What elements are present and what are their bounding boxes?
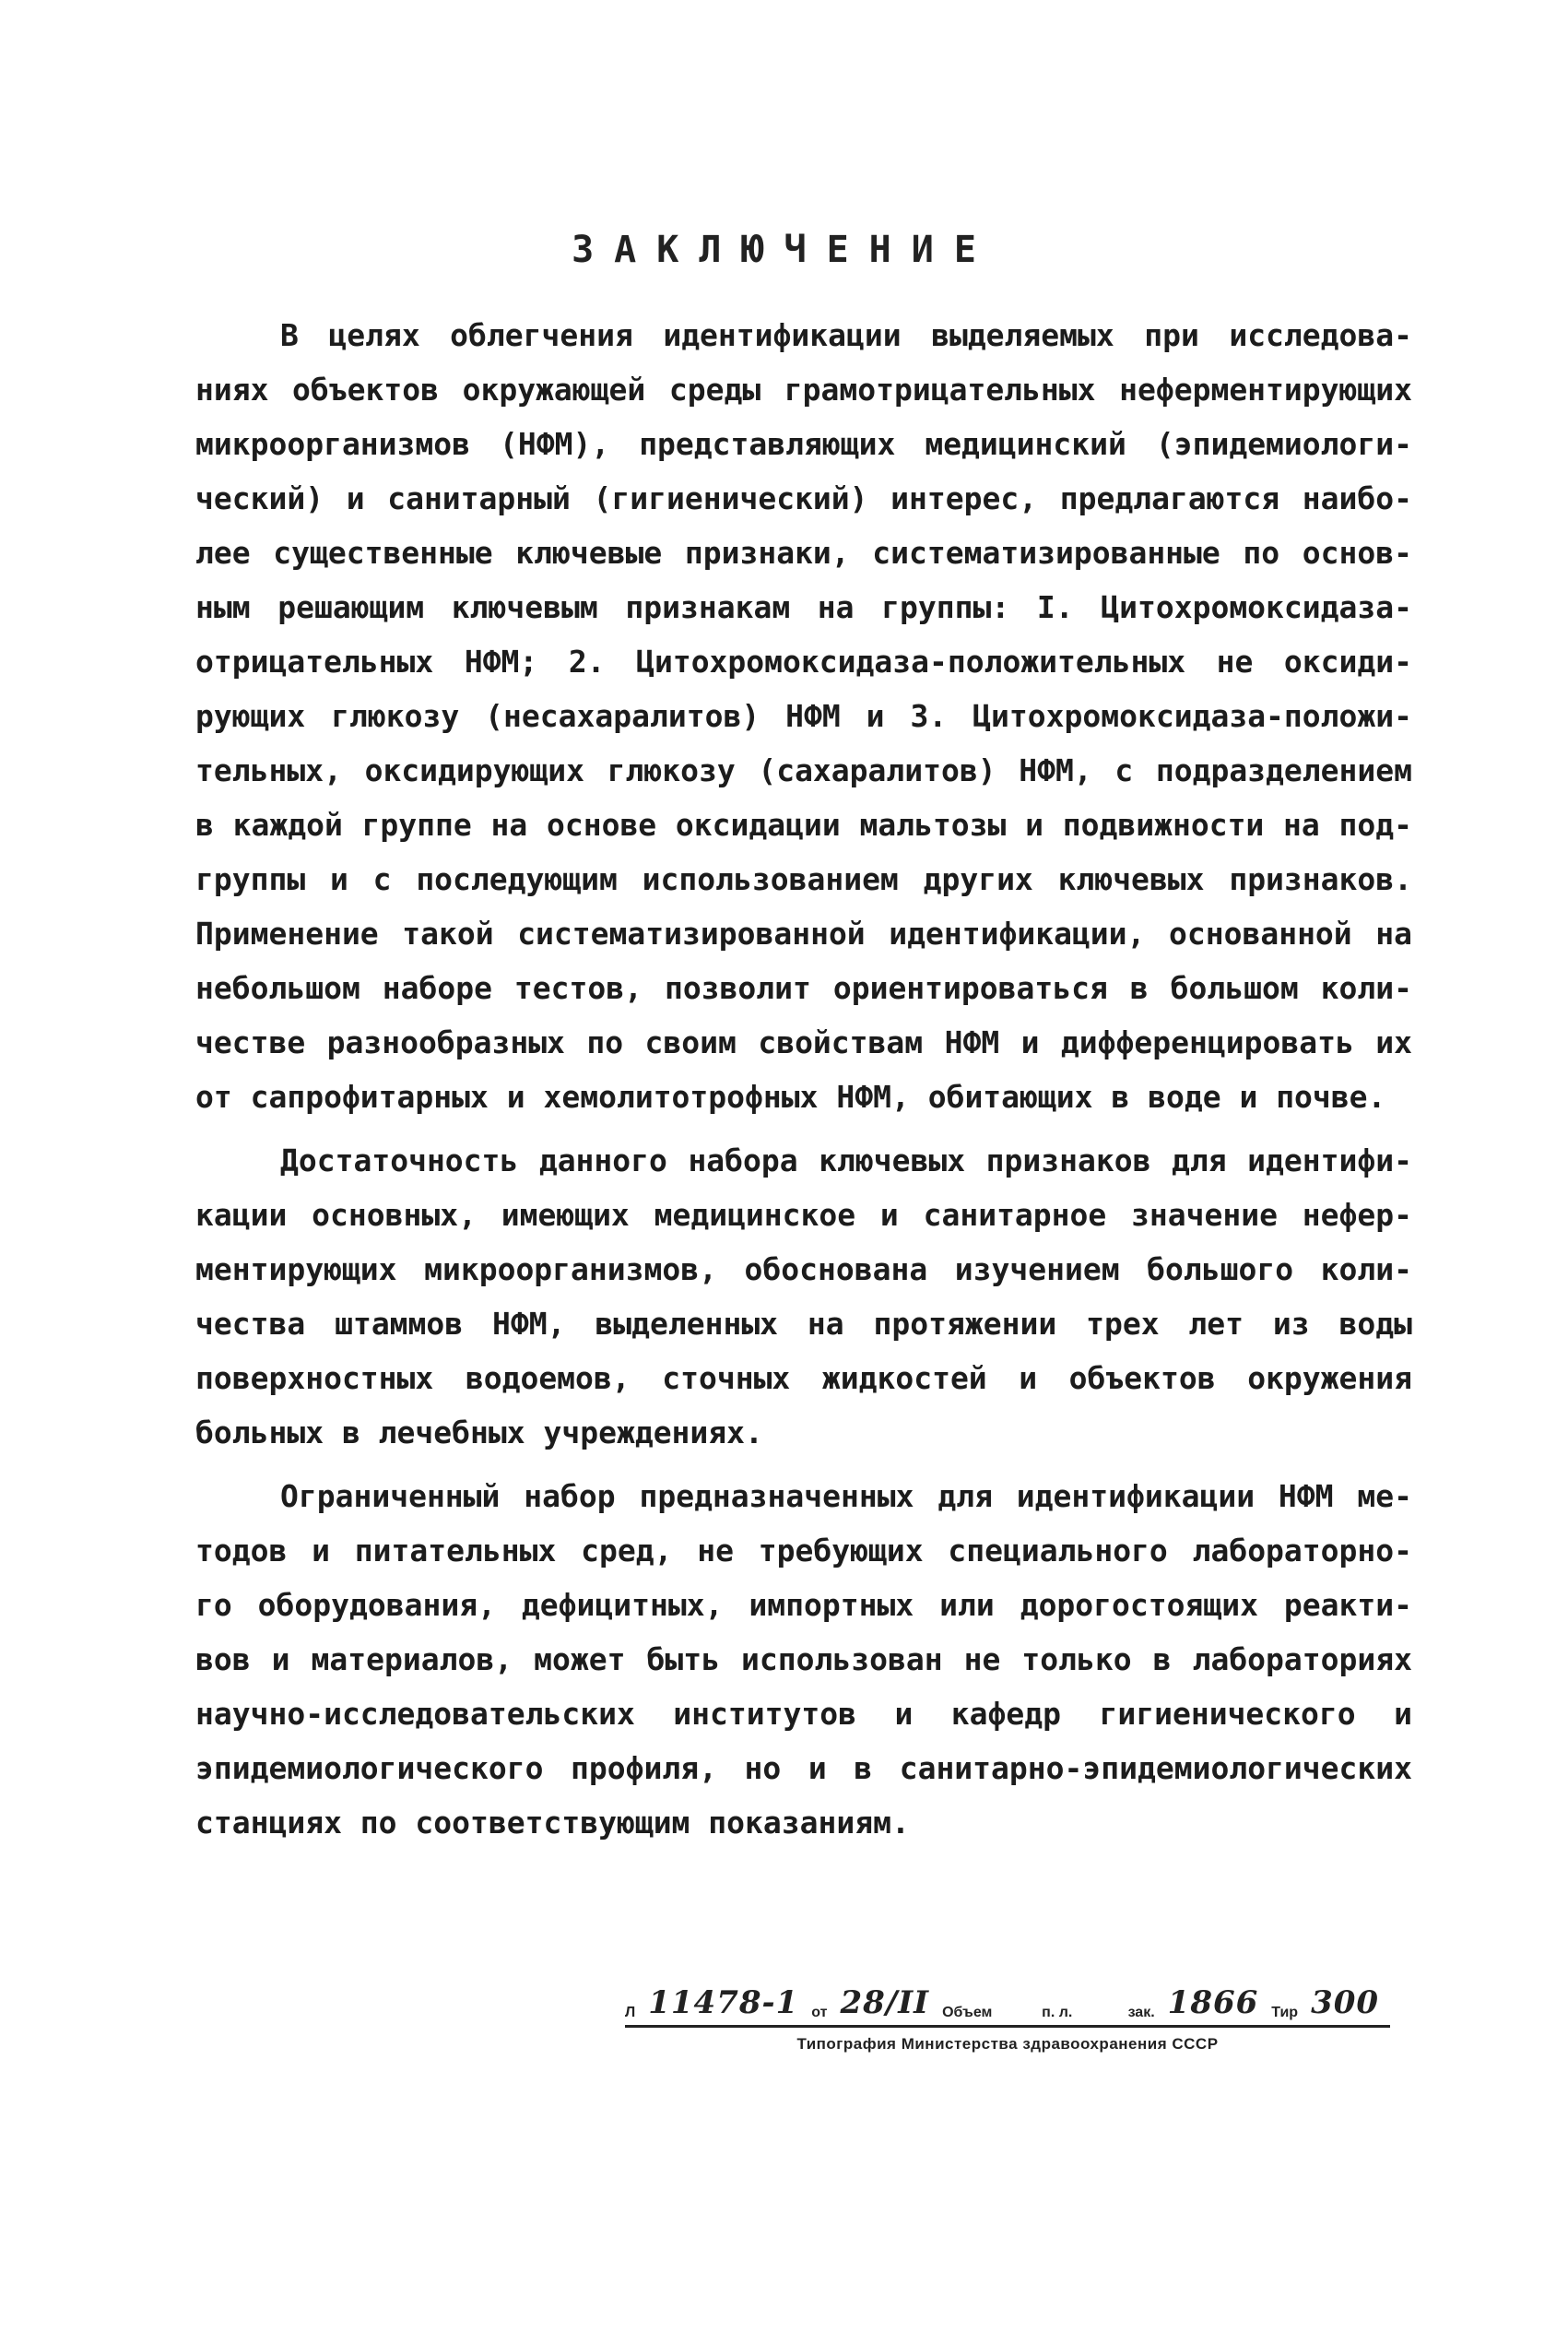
text-line: Ограниченный набор предназначенных для идентификации НФМ ме- bbox=[280, 1478, 1412, 1514]
text-line: больных в лечебных учреждениях. bbox=[195, 1415, 763, 1450]
imprint-blank bbox=[1085, 2005, 1114, 2021]
text-line: ным решающим ключевым признакам на группы: I. Цитохромоксидаза- bbox=[195, 589, 1412, 625]
imprint-run-label: Тир bbox=[1271, 2005, 1299, 2020]
text-line: отрицательных НФМ; 2. Цитохромоксидаза-положительных не оксиди- bbox=[195, 644, 1412, 680]
text-line: небольшом наборе тестов, позволит ориентироваться в большом коли- bbox=[195, 970, 1412, 1006]
text-line: Достаточность данного набора ключевых признаков для идентифи- bbox=[280, 1142, 1412, 1178]
text-line: от сапрофитарных и хемолитотрофных НФМ, обитающих в воде и почве. bbox=[195, 1079, 1386, 1115]
imprint-order-prefix: Л bbox=[625, 2005, 636, 2020]
print-imprint bbox=[625, 1984, 1390, 2054]
text-line: ниях объектов окружающей среды грамотрицательных неферментирующих bbox=[195, 372, 1412, 408]
text-line: вов и материалов, может быть использован не только в лабораториях bbox=[195, 1641, 1412, 1677]
text-line: ческий) и санитарный (гигиенический) интерес, предлагаются наибо- bbox=[195, 480, 1412, 516]
text-line: в каждой группе на основе оксидации мальтозы и подвижности на под- bbox=[195, 807, 1412, 843]
imprint-date-value: 28/II bbox=[840, 1984, 930, 2021]
imprint-order-value: 1866 bbox=[1167, 1984, 1259, 2021]
text-line: микроорганизмов (НФМ), представляющих медицинский (эпидемиологи- bbox=[195, 426, 1412, 462]
text-line: чества штаммов НФМ, выделенных на протяжении трех лет из воды bbox=[195, 1306, 1412, 1342]
imprint-order-number: 11478-1 bbox=[648, 1984, 799, 2021]
paragraph-1 bbox=[195, 308, 1412, 1124]
text-line: тельных, оксидирующих глюкозу (сахаралитов) НФМ, с подразделением bbox=[195, 752, 1412, 788]
text-line: Применение такой систематизированной идентификации, основанной на bbox=[195, 916, 1412, 952]
document-title: ЗАКЛЮЧЕНИЕ bbox=[572, 229, 996, 271]
paragraph-3 bbox=[195, 1469, 1412, 1850]
text-line: лее существенные ключевые признаки, систематизированные по основ- bbox=[195, 535, 1412, 571]
text-line: В целях облегчения идентификации выделяемых при исследова- bbox=[280, 317, 1412, 353]
imprint-caption: Типография Министерства здравоохранения СССР bbox=[796, 2035, 1219, 2053]
imprint-volume-unit: п. л. bbox=[1042, 2005, 1073, 2020]
text-line: кации основных, имеющих медицинское и санитарное значение нефер- bbox=[195, 1197, 1412, 1233]
paragraph-2 bbox=[195, 1133, 1412, 1460]
text-line: тодов и питательных сред, не требующих специального лабораторно- bbox=[195, 1533, 1412, 1568]
text-line: го оборудования, дефицитных, импортных или дорогостоящих реакти- bbox=[195, 1587, 1412, 1623]
imprint-date-prefix: от bbox=[811, 2005, 828, 2020]
imprint-blank bbox=[1005, 2005, 1029, 2021]
imprint-order-label: зак. bbox=[1127, 2005, 1155, 2020]
paragraph-gap bbox=[195, 1124, 1412, 1133]
text-line: группы и с последующим использованием других ключевых признаков. bbox=[195, 861, 1412, 897]
text-line: эпидемиологического профиля, но и в санитарно-эпидемиологических bbox=[195, 1750, 1412, 1786]
imprint-volume-label: Объем bbox=[942, 2005, 993, 2020]
text-line: рующих глюкозу (несахаралитов) НФМ и 3. Цитохромоксидаза-положи- bbox=[195, 698, 1412, 734]
text-line: честве разнообразных по своим свойствам НФМ и дифференцировать их bbox=[195, 1024, 1412, 1060]
text-line: станциях по соответствующим показаниям. bbox=[195, 1805, 910, 1841]
text-line: ментирующих микроорганизмов, обоснована изучением большого коли- bbox=[195, 1251, 1412, 1287]
document-body bbox=[195, 308, 1412, 1850]
text-line: научно-исследовательских институтов и кафедр гигиенического и bbox=[195, 1696, 1412, 1732]
paragraph-gap bbox=[195, 1460, 1412, 1469]
text-line: поверхностных водоемов, сточных жидкостей и объектов окружения bbox=[195, 1360, 1412, 1396]
imprint-run-value: 300 bbox=[1311, 1984, 1380, 2021]
imprint-line bbox=[625, 1984, 1390, 2028]
